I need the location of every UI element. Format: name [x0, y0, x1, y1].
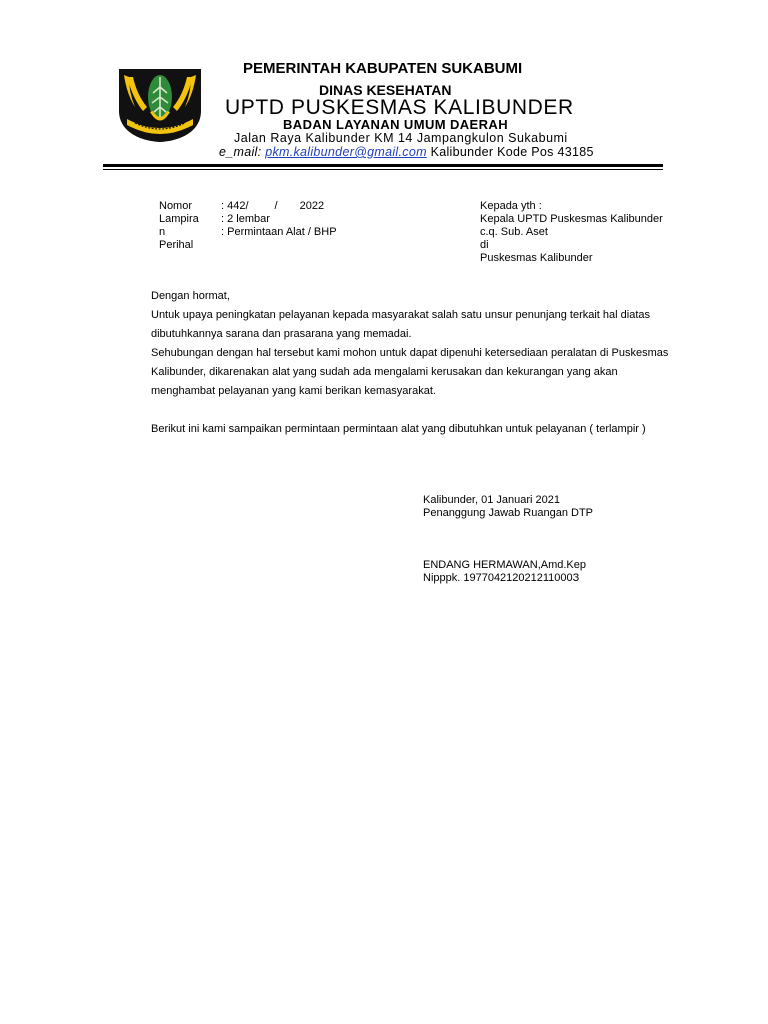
letterhead-institution: UPTD PUSKESMAS KALIBUNDER [225, 96, 574, 119]
perihal-value: : Permintaan Alat / BHP [221, 226, 337, 238]
letterhead-department: DINAS KESEHATAN [319, 82, 452, 98]
label-nomor: Nomor [159, 200, 193, 212]
signatory-name: ENDANG HERMAWAN,Amd.Kep [423, 559, 586, 571]
body-line: dibutuhkannya sarana dan prasarana yang memadai. [151, 328, 412, 340]
letterhead-divider-thick [103, 164, 663, 167]
label-perihal: Perihal [159, 239, 194, 251]
nomor-slash: / [274, 200, 278, 212]
letterhead-subtitle: BADAN LAYANAN UMUM DAERAH [283, 117, 508, 132]
closing-paragraph: Berikut ini kami sampaikan permintaan permintaan alat yang dibutuhkan untuk pelayanan ( terlampir ) [151, 423, 646, 435]
recipient-line: Kepada yth : [480, 200, 542, 212]
signatory-nip: Nipppk. 197704212021211000З [423, 572, 580, 584]
recipient-line: di [480, 239, 489, 251]
email-link[interactable]: pkm.kalibunder@gmail.com [265, 145, 427, 159]
letterhead-contact [219, 145, 594, 159]
nomor-number: : 442/ [221, 200, 249, 212]
letter-body [151, 287, 668, 439]
recipient-line: c.q. Sub. Aset [480, 226, 548, 238]
body-line: Sehubungan dengan hal tersebut kami mohon untuk dapat dipenuhi ketersediaan peralatan di Puskesmas [151, 347, 669, 359]
body-line: menghambat pelayanan yang kami berikan kemasyarakat. [151, 385, 436, 397]
postal-code: Kalibunder Kode Pos 43185 [430, 145, 594, 159]
place-date: Kalibunder, 01 Januari 2021 [423, 494, 560, 506]
meta-labels [159, 200, 199, 252]
lampiran-value: : 2 lembar [221, 213, 270, 225]
email-label: e_mail: [219, 145, 262, 159]
letterhead-divider-thin [103, 169, 663, 170]
nomor-value [221, 200, 337, 213]
nomor-year: 2022 [299, 200, 325, 212]
regency-emblem-logo [117, 67, 203, 143]
signatory-position: Penanggung Jawab Ruangan DTP [423, 507, 594, 519]
label-lampiran: Lampira [159, 213, 199, 225]
letterhead-address: Jalan Raya Kalibunder KM 14 Jampangkulon Sukabumi [234, 131, 568, 145]
meta-values [221, 200, 337, 239]
letterhead-government: PEMERINTAH KABUPATEN SUKABUMI [243, 60, 523, 77]
recipient-block [480, 200, 663, 265]
greeting: Dengan hormat, [151, 290, 230, 302]
body-line: Kalibunder, dikarenakan alat yang sudah ada mengalami kerusakan dan kekurangan yang akan [151, 366, 618, 378]
body-line: Untuk upaya peningkatan pelayanan kepada masyarakat salah satu unsur penunjang terkait hal diatas [151, 309, 651, 321]
label-lampiran-wrap: n [159, 226, 166, 238]
recipient-line: Puskesmas Kalibunder [480, 252, 593, 264]
signature-block [423, 494, 593, 585]
recipient-line: Kepala UPTD Puskesmas Kalibunder [480, 213, 663, 225]
